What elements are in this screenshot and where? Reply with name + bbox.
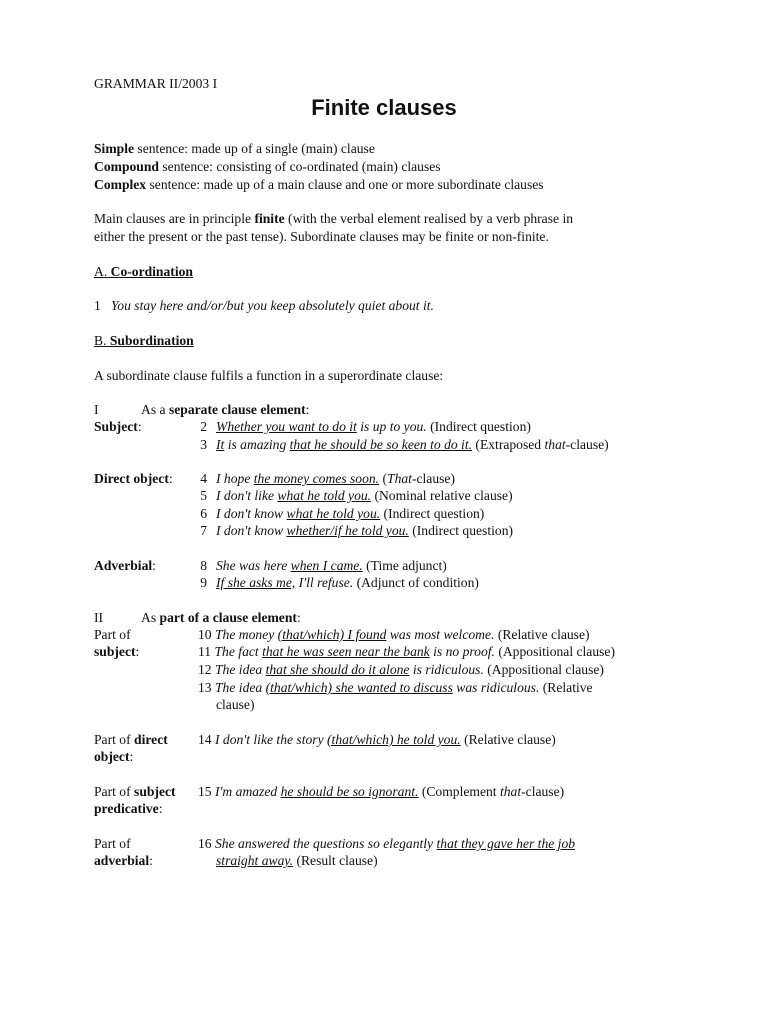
label-predicative: predicative: xyxy=(94,801,163,816)
definition-simple: Simple sentence: made up of a single (main) clause xyxy=(94,141,375,156)
label-direct-object: Direct object: xyxy=(94,471,173,486)
example-12: 12 The idea that she should do it alone is ridiculous. (Appositional clause) xyxy=(198,662,604,677)
definition-complex: Complex sentence: made up of a main clause and one or more subordinate clauses xyxy=(94,177,544,192)
example-3: It is amazing that he should be so keen to do it. (Extraposed that-clause) xyxy=(216,437,609,452)
example-number: 8 xyxy=(200,558,207,573)
example-8: She was here when I came. (Time adjunct) xyxy=(216,558,447,573)
section-b-heading: B. Subordination xyxy=(94,333,194,348)
subordination-intro: A subordinate clause fulfils a function in a superordinate clause: xyxy=(94,368,444,383)
example-number: 3 xyxy=(200,437,207,452)
label-part-of: Part of direct xyxy=(94,732,168,747)
example-number: 4 xyxy=(200,471,207,486)
example-number: 7 xyxy=(200,523,207,538)
example-16: 16 She answered the questions so elegantly that they gave her the job xyxy=(198,836,576,851)
part-ii-heading: As part of a clause element: xyxy=(141,610,301,625)
label-subject: subject: xyxy=(94,644,140,659)
example-10: 10 The money (that/which) I found was most welcome. (Relative clause) xyxy=(198,627,590,642)
example-13-continuation: clause) xyxy=(216,697,255,712)
example-number: 6 xyxy=(200,506,207,521)
example-14: 14 I don't like the story (that/which) he told you. (Relative clause) xyxy=(198,732,556,747)
main-paragraph-line1: Main clauses are in principle finite (with the verbal element realised by a verb phrase in xyxy=(94,211,574,226)
label-adverbial: adverbial: xyxy=(94,853,153,868)
main-paragraph-line2: either the present or the past tense). Subordinate clauses may be finite or non-finite. xyxy=(94,229,549,244)
label-part-of: Part of xyxy=(94,627,131,642)
label-subject: Subject: xyxy=(94,419,142,434)
label-object: object: xyxy=(94,749,134,764)
example-6: I don't know what he told you. (Indirect question) xyxy=(216,506,485,521)
part-ii-numeral: II xyxy=(94,610,104,625)
example-13: 13 The idea (that/which) she wanted to discuss was ridiculous. (Relative xyxy=(198,680,593,695)
example-1: 1 You stay here and/or/but you keep absolutely quiet about it. xyxy=(94,298,434,313)
example-2: Whether you want to do it is up to you. (Indirect question) xyxy=(216,419,531,434)
example-9: If she asks me, I'll refuse. (Adjunct of condition) xyxy=(216,575,479,590)
example-7: I don't know whether/if he told you. (Indirect question) xyxy=(216,523,514,538)
definition-compound: Compound sentence: consisting of co-ordinated (main) clauses xyxy=(94,159,441,174)
example-4: I hope the money comes soon. (That-clause) xyxy=(216,471,455,486)
label-part-of: Part of subject xyxy=(94,784,176,799)
page-title: Finite clauses xyxy=(311,95,457,120)
example-number: 5 xyxy=(200,488,207,503)
label-part-of: Part of xyxy=(94,836,131,851)
part-i-heading: As a separate clause element: xyxy=(141,402,310,417)
example-number: 9 xyxy=(200,575,207,590)
example-5: I don't like what he told you. (Nominal relative clause) xyxy=(216,488,513,503)
example-11: 11 The fact that he was seen near the bank is no proof. (Appositional clause) xyxy=(198,644,615,659)
section-a-heading: A. Co-ordination xyxy=(94,264,193,279)
example-number: 2 xyxy=(200,419,207,434)
example-15: 15 I'm amazed he should be so ignorant. (Complement that-clause) xyxy=(198,784,565,799)
part-i-numeral: I xyxy=(94,402,99,417)
label-adverbial: Adverbial: xyxy=(94,558,156,573)
document-header: GRAMMAR II/2003 I xyxy=(94,76,218,91)
example-16-continuation: straight away. (Result clause) xyxy=(216,853,378,868)
